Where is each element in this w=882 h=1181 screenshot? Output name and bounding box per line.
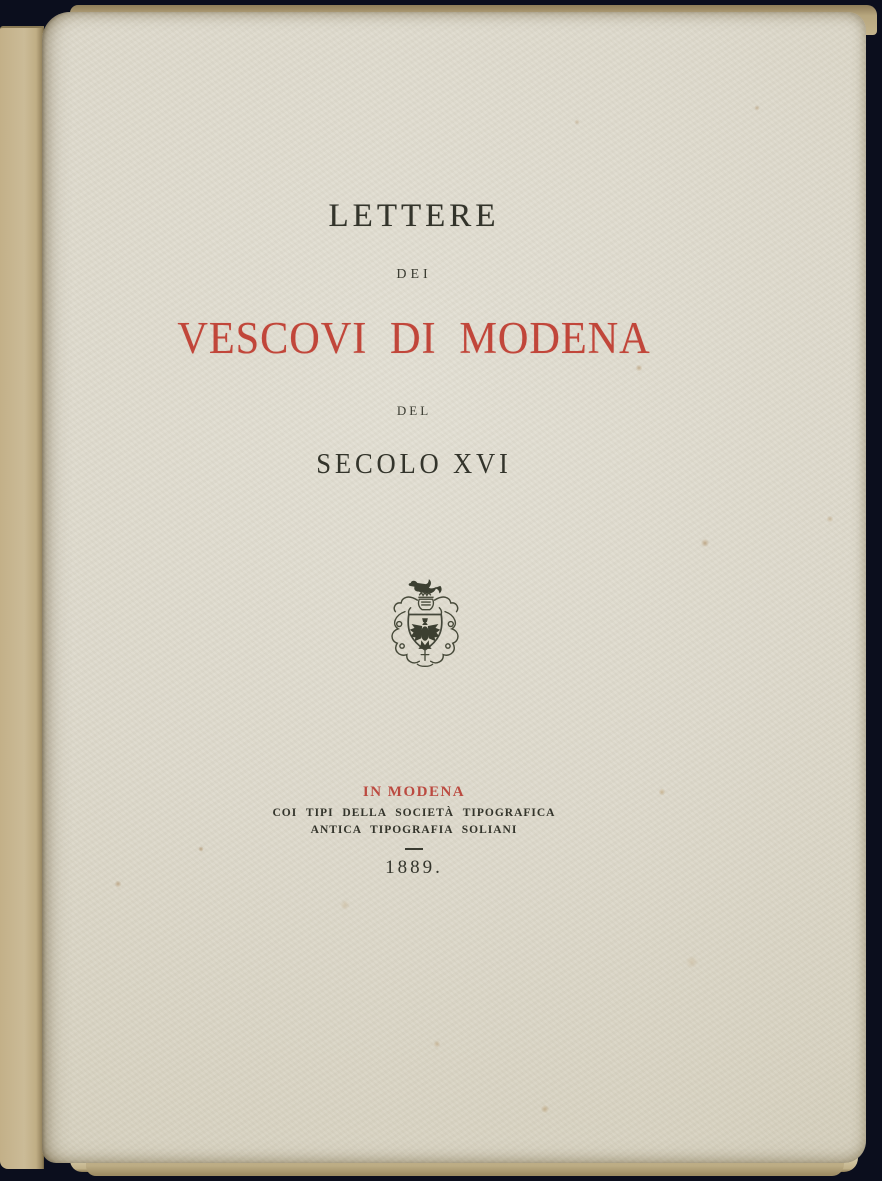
series-title: LETTERE [328, 198, 500, 234]
imprint-publisher-line1: COI TIPI DELLA SOCIETÀ TIPOGRAFICA [272, 807, 556, 819]
connector-dei: DEI [396, 267, 432, 282]
subtitle: SECOLO XVI [316, 449, 512, 480]
title-page-setting [42, 12, 786, 1163]
previous-page-gutter [0, 26, 44, 1169]
imprint-place: IN MODENA [362, 784, 466, 800]
title-page-leaf [42, 12, 866, 1163]
imprint-year: 1889. [385, 857, 443, 878]
main-title: VESCOVI DI MODENA [177, 313, 651, 363]
connector-del: DEL [396, 403, 432, 418]
imprint-publisher-line2: ANTICA TIPOGRAFIA SOLIANI [310, 824, 518, 836]
heraldic-eagle-crest-icon [42, 576, 786, 676]
